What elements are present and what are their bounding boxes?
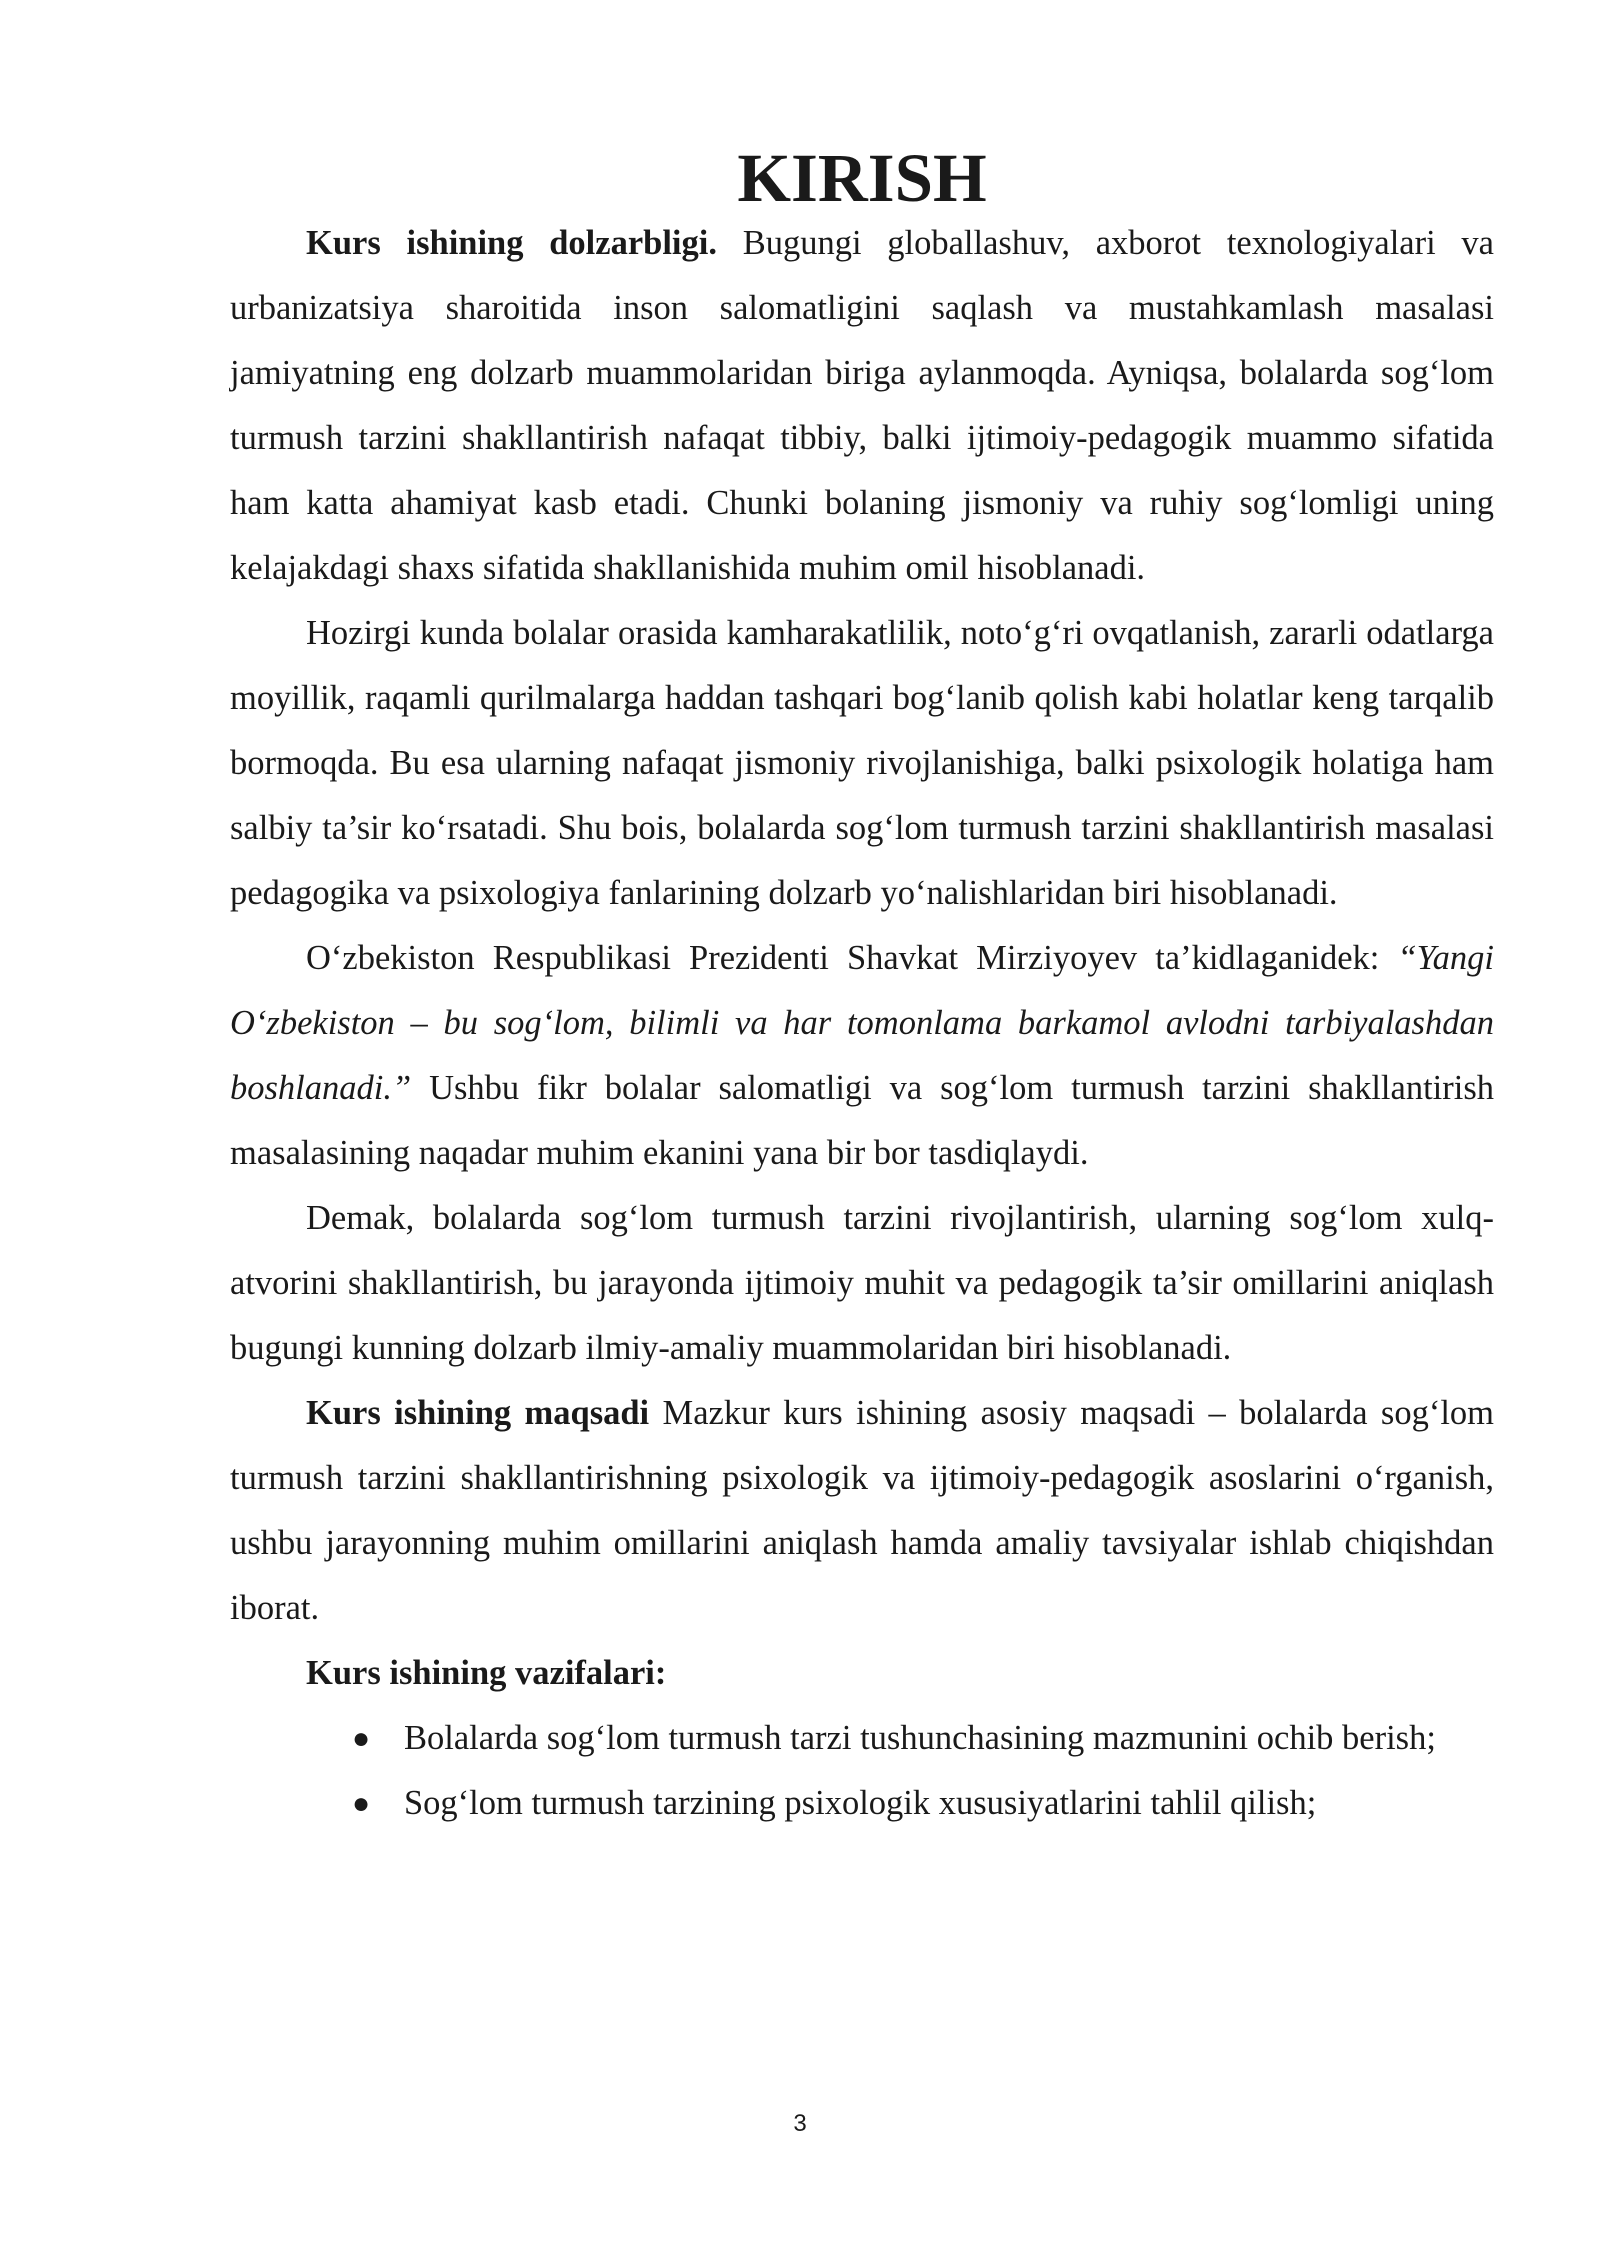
paragraph-president-quote — [230, 926, 1494, 1186]
bullet-icon: ● — [352, 1722, 371, 1755]
paragraph-conclusion: Demak, bolalarda sog‘lom turmush tarzini rivojlantirish, ularning sog‘lom xulq-atvorini shakllantirish, bu jarayonda ijtimoiy muhit va pedagogik ta’sir omillarini aniqlash bugungi kunning dolzarb ilmiy-amaliy muammolaridan biri hisoblanadi. — [230, 1199, 1494, 1367]
quote-rest: Ushbu fikr bolalar salomatligi va sog‘lom turmush tarzini shakllantirish masalasining naqadar muhim ekanini yana bir bor tasdiqlaydi. — [230, 1069, 1494, 1172]
goal-text: Mazkur kurs ishining asosiy maqsadi – bolalarda sog‘lom turmush tarzini shakllantirishning psixologik va ijtimoiy-pedagogik asoslarini o‘rganish, ushbu jarayonning muhim omillarini aniqlash hamda amaliy tavsiyalar ishlab chiqishdan iborat. — [230, 1394, 1494, 1627]
paragraph-goal — [230, 1381, 1494, 1641]
president-quote: “Yangi O‘zbekiston – bu sog‘lom, bilimli va har tomonlama barkamol avlodni tarbiyalashdan boshlanadi.” — [230, 939, 1494, 1107]
list-item — [352, 1706, 1494, 1771]
page-title: KIRISH — [737, 140, 987, 216]
goal-lead: Kurs ishining maqsadi — [306, 1394, 650, 1432]
list-item — [352, 1771, 1494, 1836]
page-number: 3 — [793, 2110, 807, 2137]
task-text: Sog‘lom turmush tarzining psixologik xususiyatlarini tahlil qilish; — [404, 1784, 1317, 1822]
page-content — [230, 140, 1494, 1836]
paragraph-current-situation: Hozirgi kunda bolalar orasida kamharakatlilik, noto‘g‘ri ovqatlanish, zararli odatlarga moyillik, raqamli qurilmalarga haddan tashqari bog‘lanib qolish kabi holatlar keng tarqalib bormoqda. Bu esa ularning nafaqat jismoniy rivojlanishiga, balki psixologik holatiga ham salbiy ta’sir ko‘rsatadi. Shu bois, bolalarda sog‘lom turmush tarzini shakllantirish masalasi pedagogika va psixologiya fanlarining dolzarb yo‘nalishlaridan biri hisoblanadi. — [230, 614, 1494, 912]
relevance-text: Bugungi globallashuv, axborot texnologiyalari va urbanizatsiya sharoitida inson salomatligini saqlash va mustahkamlash masalasi jamiyatning eng dolzarb muammolaridan biriga aylanmoqda. Ayniqsa, bolalarda sog‘lom turmush tarzini shakllantirish nafaqat tibbiy, balki ijtimoiy-pedagogik muammo sifatida ham katta ahamiyat kasb etadi. Chunki bolaning jismoniy va ruhiy sog‘lomligi uning kelajakdagi shaxs sifatida shakllanishida muhim omil hisoblanadi. — [230, 224, 1494, 587]
task-text: Bolalarda sog‘lom turmush tarzi tushunchasining mazmunini ochib berish; — [404, 1719, 1436, 1757]
tasks-heading: Kurs ishining vazifalari: — [306, 1654, 667, 1692]
bullet-icon: ● — [352, 1787, 371, 1820]
relevance-lead: Kurs ishining dolzarbligi. — [306, 224, 717, 262]
paragraph-relevance — [230, 211, 1494, 601]
quote-intro: O‘zbekiston Respublikasi Prezidenti Shavkat Mirziyoyev ta’kidlaganidek: — [306, 939, 1398, 977]
tasks-list — [230, 1706, 1494, 1836]
